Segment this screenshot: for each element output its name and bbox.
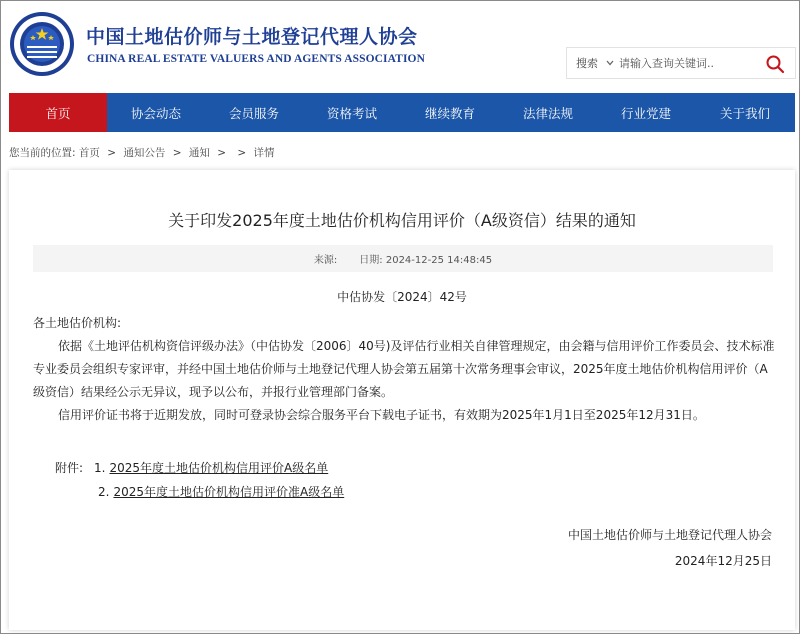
breadcrumb-link-notices[interactable]: 通知公告 bbox=[123, 147, 166, 159]
site-name-en: CHINA REAL ESTATE VALUERS AND AGENTS ASSOCIATION bbox=[87, 53, 425, 65]
article-body bbox=[33, 312, 775, 427]
article-sign-date: 2024年12月25日 bbox=[674, 554, 772, 568]
article-signer: 中国土地估价师与土地登记代理人协会 bbox=[567, 528, 772, 542]
search-box bbox=[566, 47, 796, 79]
attachment-index: 2. bbox=[98, 485, 110, 499]
article-date: 日期: 2024-12-25 14:48:45 bbox=[359, 255, 493, 266]
breadcrumb bbox=[9, 145, 275, 160]
attachment-row bbox=[55, 456, 344, 480]
breadcrumb-separator: > bbox=[107, 147, 117, 159]
salutation: 各土地估价机构: bbox=[33, 316, 122, 330]
main-nav bbox=[9, 93, 795, 132]
association-logo-icon[interactable] bbox=[9, 11, 75, 77]
breadcrumb-current: 详情 bbox=[253, 147, 275, 159]
attachment-link-quasi-a-list[interactable]: 2025年度土地估价机构信用评价准A级名单 bbox=[113, 485, 345, 499]
nav-item-news[interactable]: 协会动态 bbox=[130, 105, 181, 121]
attachment-link-a-list[interactable]: 2025年度土地估价机构信用评价A级名单 bbox=[109, 461, 329, 475]
site-header bbox=[0, 0, 800, 92]
search-icon[interactable] bbox=[765, 54, 785, 74]
breadcrumb-separator: > bbox=[217, 147, 227, 159]
attachments-label: 附件: bbox=[55, 461, 84, 475]
article-paragraph: 信用评价证书将于近期发放，同时可登录协会综合服务平台下载电子证书，有效期为2025年1月1日至2025年12月31日。 bbox=[58, 408, 705, 422]
breadcrumb-link-home[interactable]: 首页 bbox=[78, 147, 100, 159]
article-source: 来源: bbox=[313, 255, 338, 266]
chevron-down-icon bbox=[606, 60, 614, 66]
article-meta bbox=[33, 245, 773, 272]
attachment-row bbox=[55, 480, 344, 504]
site-name-cn: 中国土地估价师与土地登记代理人协会 bbox=[86, 26, 418, 48]
search-scope-label: 搜索 bbox=[576, 57, 598, 70]
attachment-index: 1. bbox=[94, 461, 106, 475]
breadcrumb-separator: > bbox=[172, 147, 182, 159]
breadcrumb-prefix: 您当前的位置: bbox=[9, 147, 76, 159]
breadcrumb-separator: > bbox=[237, 147, 247, 159]
document-number: 中估协发〔2024〕42号 bbox=[337, 290, 467, 304]
search-scope-dropdown[interactable] bbox=[567, 55, 619, 71]
nav-item-exams[interactable]: 资格考试 bbox=[326, 105, 377, 121]
nav-item-party[interactable]: 行业党建 bbox=[620, 105, 671, 121]
nav-item-home[interactable]: 首页 bbox=[9, 93, 107, 132]
article-card bbox=[9, 170, 795, 630]
attachments bbox=[55, 456, 344, 504]
nav-item-member-services[interactable]: 会员服务 bbox=[228, 105, 279, 121]
nav-item-education[interactable]: 继续教育 bbox=[424, 105, 475, 121]
article-paragraph: 依据《土地评估机构资信评级办法》（中估协发〔2006〕40号)及评估行业相关自律管理规定，由会籍与信用评价工作委员会、技术标准专业委员会组织专家评审，并经中国土地估价师与土地登记代理人协会第五届第十次常务理事会审议，2025年度土地估价机构信用评价（A级资信）结果经公示无异议，现予以公布，并报行业管理部门备案。 bbox=[33, 339, 775, 399]
search-input[interactable] bbox=[619, 51, 749, 75]
breadcrumb-link-notice[interactable]: 通知 bbox=[188, 147, 210, 159]
article-title: 关于印发2025年度土地估价机构信用评价（A级资信）结果的通知 bbox=[168, 211, 636, 230]
nav-item-about[interactable]: 关于我们 bbox=[719, 105, 770, 121]
nav-item-laws[interactable]: 法律法规 bbox=[522, 105, 573, 121]
